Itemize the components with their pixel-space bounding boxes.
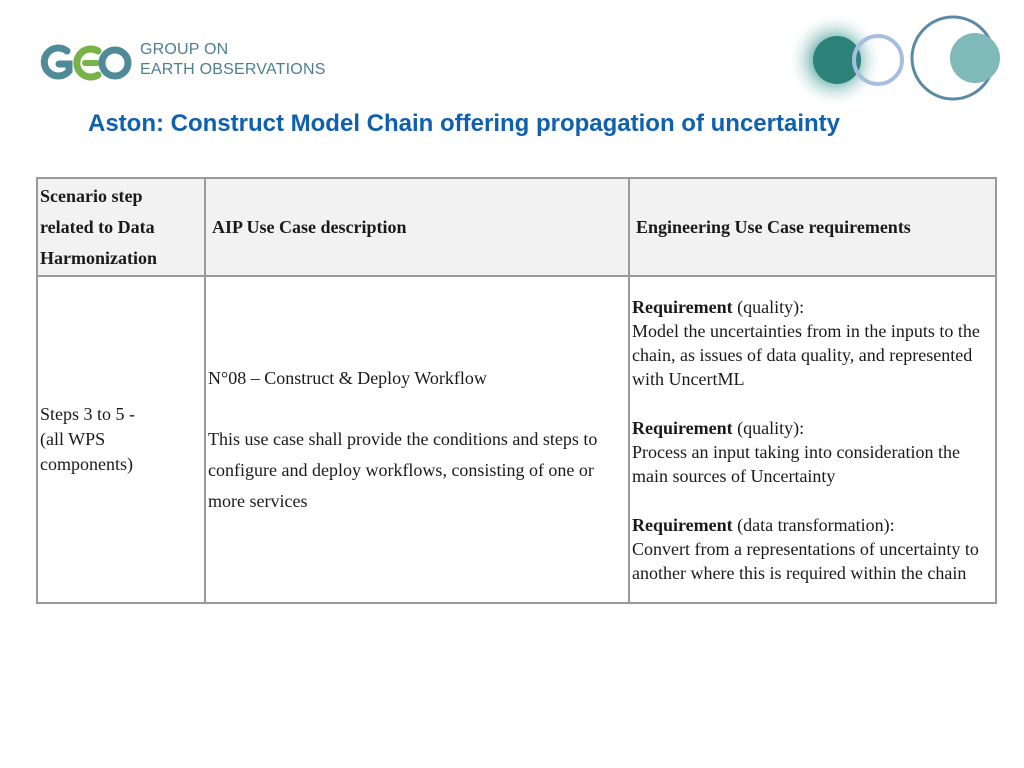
step-line-2: (all WPS (40, 429, 106, 449)
use-case-cell (205, 276, 629, 603)
requirements-cell (629, 276, 996, 603)
logo-line-1: GROUP ON (140, 41, 229, 58)
requirement-qualifier: (data transformation): (737, 514, 895, 535)
requirement-text: Convert from a representations of uncertainty to another where this is required within the chain (632, 538, 979, 583)
use-case-title: N°08 – Construct & Deploy Workflow (208, 367, 487, 388)
requirement-label: Requirement (632, 296, 733, 317)
table-header-row (37, 178, 996, 276)
requirement-item (632, 295, 993, 391)
requirement-text: Model the uncertainties from in the inputs to the chain, as issues of data quality, and represented with UncertML (632, 320, 980, 389)
step-line-3: components) (40, 454, 133, 474)
geo-logo (40, 38, 340, 88)
header-aip-use-case: AIP Use Case description (205, 178, 629, 276)
page-title: Aston: Construct Model Chain offering propagation of uncertainty (88, 110, 840, 137)
scenario-step-cell (37, 276, 205, 603)
header-engineering-requirements: Engineering Use Case requirements (629, 178, 996, 276)
decorative-circles-icon (775, 12, 1005, 108)
geo-logo-mark-icon (40, 38, 136, 88)
requirement-item (632, 513, 993, 585)
requirements-table (36, 177, 997, 604)
requirement-qualifier: (quality): (737, 296, 805, 317)
requirement-qualifier: (quality): (737, 417, 805, 438)
step-line-1: Steps 3 to 5 - (40, 404, 136, 424)
use-case-description: This use case shall provide the conditions and steps to configure and deploy workflows, consisting of one or more services (208, 428, 598, 511)
logo-line-2: EARTH OBSERVATIONS (140, 61, 326, 78)
requirement-label: Requirement (632, 417, 733, 438)
requirement-label: Requirement (632, 514, 733, 535)
table-row (37, 276, 996, 603)
requirement-item (632, 416, 993, 488)
requirement-text: Process an input taking into consideration the main sources of Uncertainty (632, 441, 960, 486)
header-scenario-step: Scenario step related to Data Harmonization (37, 178, 205, 276)
